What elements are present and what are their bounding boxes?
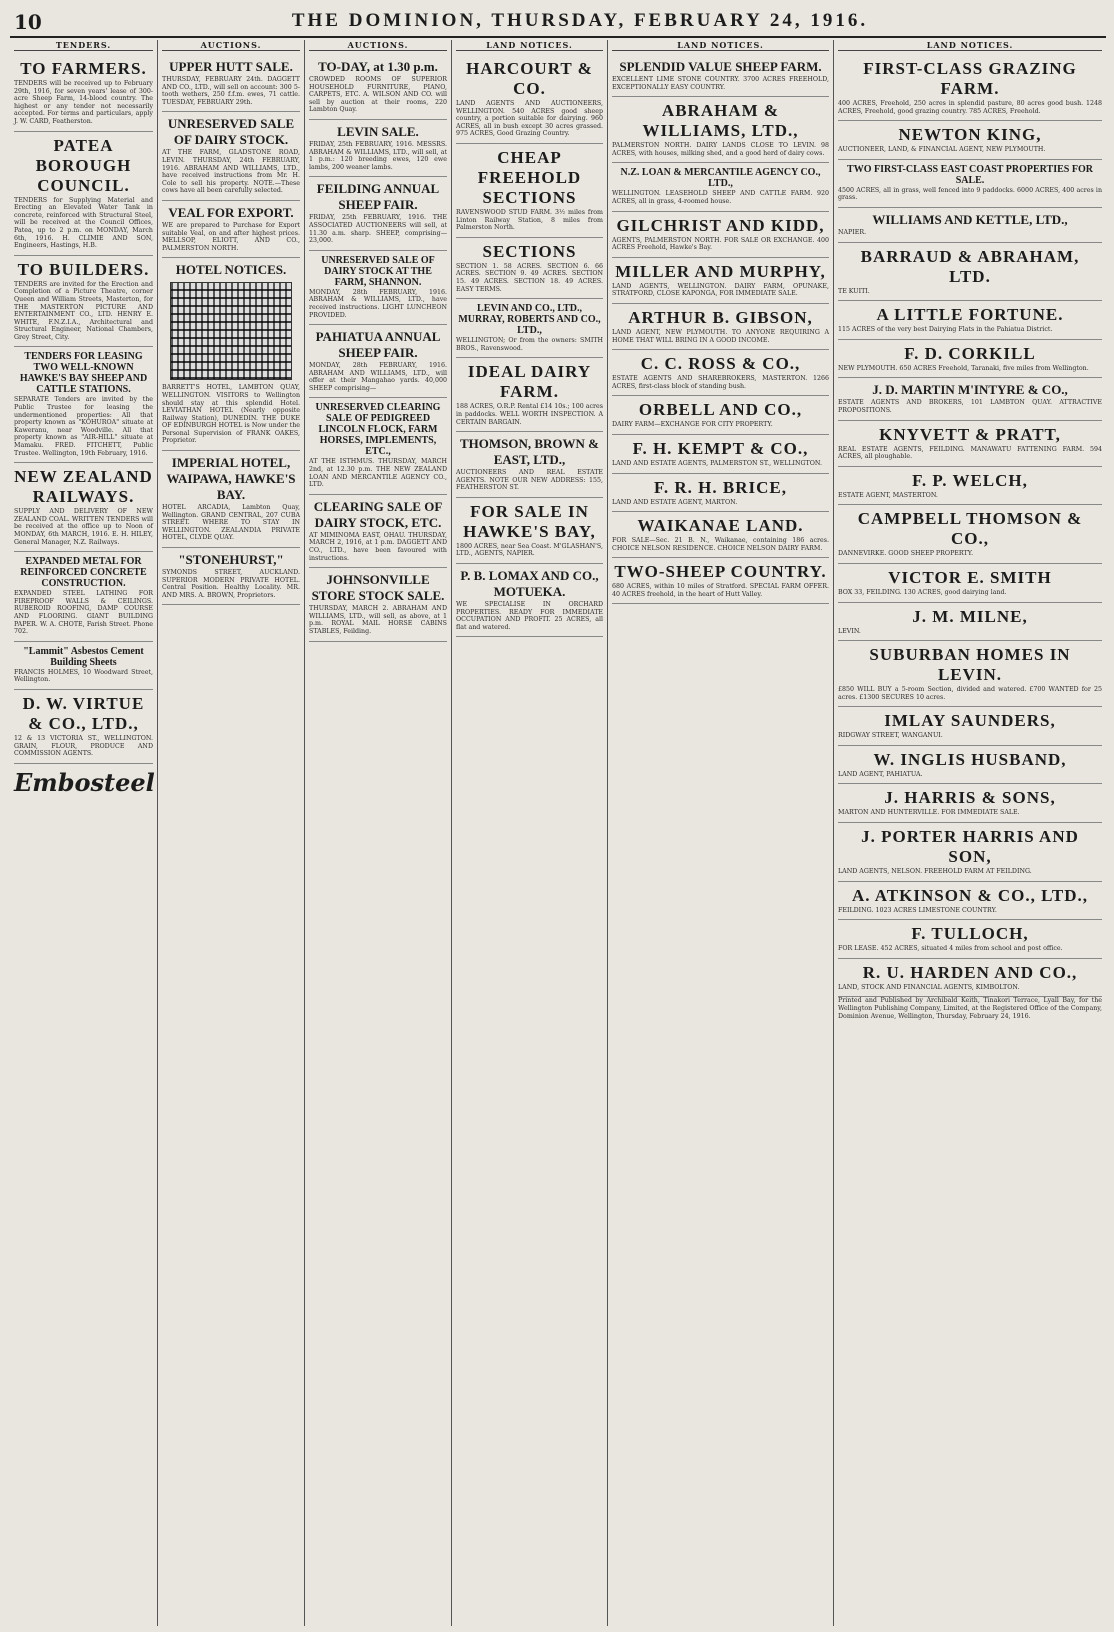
ad-title: J. PORTER HARRIS AND SON, <box>861 827 1079 867</box>
advertisement <box>14 463 153 552</box>
advertisement <box>838 301 1102 340</box>
ad-body: HOTEL ARCADIA, Lambton Quay, Wellington. GRAND CENTRAL, 207 CUBA STREET. WHERE TO STAY IN WELLINGTON. ZEALANDIA PRIVATE HOTEL, CLYDE QUAY. <box>162 504 300 542</box>
advertisement <box>14 347 153 463</box>
ad-title: VEAL FOR EXPORT. <box>168 204 294 220</box>
ad-body: WE are prepared to Purchase for Export suitable Veal, on and after highest prices. MELLSOP, ELIOTT, AND CO., PALMERSTON NORTH. <box>162 221 300 252</box>
advertisement <box>14 552 153 642</box>
advertisement <box>612 512 829 558</box>
ad-title: MILLER AND MURPHY, <box>615 261 826 281</box>
ad-body: AUCTIONEER, LAND, & FINANCIAL AGENT, NEW PLYMOUTH. <box>838 146 1046 154</box>
advertisement <box>838 746 1102 785</box>
ad-title: TENDERS FOR LEASING TWO WELL-KNOWN HAWKE'S BAY SHEEP AND CATTLE STATIONS. <box>19 351 148 396</box>
ad-body: ESTATE AGENT, MASTERTON. <box>838 491 938 499</box>
advertisement <box>838 603 1102 642</box>
advertisement <box>162 548 300 605</box>
advertisement <box>612 350 829 396</box>
ad-body: TENDERS are invited for the Erection and Completion of a Picture Theatre, corner Queen and William Streets, Masterton, for THE MASTERTON PICTURE AND ENTERTAINMENT CO., LTD. HENRY E. WHITE, F.N.Z.I.A., Architectural and Structural Engineer, National Chambers, Grey Street, City. <box>14 280 153 341</box>
advertisement <box>838 55 1102 121</box>
ad-body: 1800 ACRES, near Sea Coast. M'GLASHAN'S, LTD., AGENTS, NAPIER. <box>456 542 603 558</box>
advertisement <box>612 435 829 474</box>
ad-body: LAND AGENTS, NELSON. FREEHOLD FARM AT FEILDING. <box>838 868 1032 876</box>
ad-title: N.Z. LOAN & MERCANTILE AGENCY CO., LTD., <box>620 167 821 190</box>
ad-body: DANNEVIRKE. GOOD SHEEP PROPERTY. <box>838 550 974 558</box>
ad-title: UNRESERVED CLEARING SALE OF PEDIGREED LINCOLN FLOCK, FARM HORSES, IMPLEMENTS, ETC., <box>315 402 441 458</box>
ad-body: RAVENSWOOD STUD FARM. 3½ miles from Linton Railway Station, 8 miles from Palmerston North. <box>456 208 603 232</box>
ad-title: THOMSON, BROWN & EAST, LTD., <box>459 436 600 468</box>
ad-title: WAIKANAE LAND. <box>637 516 804 536</box>
ad-title: TO-DAY, at 1.30 p.m. <box>318 59 438 74</box>
ad-body: MARTON AND HUNTERVILLE. FOR IMMEDIATE SALE. <box>838 809 1020 817</box>
column-auctions-1 <box>158 40 305 1626</box>
ad-body: TE KUITI. <box>838 287 870 295</box>
ad-title: LEVIN AND CO., LTD., MURRAY, ROBERTS AND CO., LTD., <box>458 303 601 337</box>
ad-body: WE SPECIALISE IN ORCHARD PROPERTIES. READY FOR IMMEDIATE OCCUPATION AND PROFIT. 25 ACRES, all flat and watered. <box>456 601 603 631</box>
newspaper-title: THE DOMINION, THURSDAY, FEBRUARY 24, 1916. <box>291 10 869 31</box>
advertisement <box>14 642 153 690</box>
ad-body: BOX 33, FEILDING. 130 ACRES, good dairying land. <box>838 588 1007 596</box>
ad-body: LAND, STOCK AND FINANCIAL AGENTS, KIMBOLTON. <box>838 983 1020 991</box>
advertisement <box>838 160 1102 208</box>
column-land-notices-1 <box>452 40 608 1626</box>
ad-title: VICTOR E. SMITH <box>888 567 1052 587</box>
ad-body: 12 & 13 VICTORIA ST., WELLINGTON. GRAIN, FLOUR, PRODUCE AND COMMISSION AGENTS. <box>14 734 153 758</box>
ad-body: FOR LEASE. 452 ACRES, situated 4 miles from school and post office. <box>838 945 1063 953</box>
masthead <box>10 6 1106 38</box>
ad-title: "STONEHURST," <box>178 552 284 568</box>
advertisement <box>309 568 447 641</box>
advertisement <box>838 823 1102 882</box>
column-land-notices-2 <box>608 40 834 1626</box>
column-heading: AUCTIONS. <box>309 40 447 51</box>
ad-title: SECTIONS <box>482 241 577 261</box>
ad-body: EXCELLENT LIME STONE COUNTRY. 3700 ACRES FREEHOLD, EXCEPTIONALLY EASY COUNTRY. <box>612 76 829 91</box>
ad-body: 400 ACRES, Freehold, 250 acres in splendid pasture, 80 acres good bush. 1248 ACRES, Freehold, good grazing country. 785 ACRES, Freehold. <box>838 100 1102 115</box>
advertisement <box>162 451 300 548</box>
ad-body: AGENTS, PALMERSTON NORTH. FOR SALE OR EXCHANGE. 400 ACRES Freehold, Hawke's Bay. <box>612 236 829 252</box>
ad-title: HARCOURT & CO. <box>466 59 593 98</box>
ad-title: HOTEL NOTICES. <box>175 262 287 278</box>
ad-body: WELLINGTON. LEASEHOLD SHEEP AND CATTLE FARM. 920 ACRES, all in grass, 4-roomed house. <box>612 190 829 205</box>
ad-body: MONDAY, 28th FEBRUARY, 1916. ABRAHAM & WILLIAMS, LTD., have received instructions. LIGHT LUNCHEON PROVIDED. <box>309 288 447 319</box>
ad-body: TENDERS for Supplying Material and Erecting an Elevated Water Tank in concrete, reinforced with Structural Steel, will be received at the Council Offices, Patea, up to 2 p.m. on MONDAY, March 6th, 1916. H. CLIMIE AND SON, Engineers, Hastings, H.B. <box>14 196 153 250</box>
advertisement <box>456 432 603 498</box>
ad-title: TWO FIRST-CLASS EAST COAST PROPERTIES FOR SALE. <box>847 163 1093 186</box>
ad-title: A LITTLE FORTUNE. <box>876 305 1064 325</box>
advertisement <box>309 55 447 120</box>
column-tenders <box>10 40 158 1626</box>
advertisement <box>838 920 1102 959</box>
advertisement <box>612 304 829 350</box>
advertisement <box>162 201 300 258</box>
ad-title: WILLIAMS AND KETTLE, LTD., <box>872 211 1068 227</box>
ad-title: SUBURBAN HOMES IN LEVIN. <box>869 645 1071 685</box>
advertisement <box>309 325 447 398</box>
ad-title: TWO-SHEEP COUNTRY. <box>614 562 827 582</box>
column-heading: AUCTIONS. <box>162 40 300 51</box>
ad-body: BARRETT'S HOTEL, LAMBTON QUAY, WELLINGTON. VISITORS to Wellington should stay at this splendid Hotel. LEVIATHAN HOTEL (Nearly opposite Railway Station), DUNEDIN. THE DUKE OF EDINBURGH HOTEL is Now under the Personal Supervision of FRANK OAKES, Proprietor. <box>162 384 300 445</box>
ad-body: DAIRY FARM—EXCHANGE FOR CITY PROPERTY. <box>612 421 773 429</box>
advertisement <box>838 340 1102 379</box>
advertisement <box>162 258 300 451</box>
ad-title: ABRAHAM & WILLIAMS, LTD., <box>642 101 799 141</box>
ad-body: CROWDED ROOMS OF SUPERIOR HOUSEHOLD FURNITURE, PIANO, CARPETS, ETC. A. WILSON AND CO. will sell by auction at their rooms, 220 Lambton Quay. <box>309 76 447 114</box>
column-land-notices-3 <box>834 40 1106 1626</box>
ad-body: WELLINGTON; Or from the owners: SMITH BROS., Ravenswood. <box>456 337 603 352</box>
ad-body: LAND AGENT, PAHIATUA. <box>838 770 923 778</box>
ad-title: UNRESERVED SALE OF DAIRY STOCK. <box>167 116 295 148</box>
ad-body: 115 ACRES of the very best Dairying Flats in the Pahiatua District. <box>838 326 1053 334</box>
ad-title: F. D. CORKILL <box>904 343 1036 363</box>
imprint-footer: Printed and Published by Archibald Keith, Tinakori Terrace, Lyall Bay, for the Wellington Publishing Company, Limited, at the Registered Office of the Company, Dominion Avenue, Wellington, Thursday, February 24, 1916. <box>838 997 1102 1020</box>
ad-body: LAND AGENT, NEW PLYMOUTH. TO ANYONE REQUIRING A HOME THAT WILL BRING IN A GOOD INCOME. <box>612 328 829 344</box>
advertisement <box>838 421 1102 467</box>
ad-title: CLEARING SALE OF DAIRY STOCK, ETC. <box>313 498 443 530</box>
ad-title: SPLENDID VALUE SHEEP FARM. <box>619 59 822 74</box>
ad-body: AUCTIONEERS AND REAL ESTATE AGENTS. NOTE OUR NEW ADDRESS: 155, FEATHERSTON ST. <box>456 469 603 492</box>
ad-title: P. B. LOMAX AND CO., MOTUEKA. <box>460 568 599 600</box>
hotel-illustration <box>170 282 292 380</box>
ad-body: SYMONDS STREET, AUCKLAND. SUPERIOR MODERN PRIVATE HOTEL. Central Position. Healthy Locality. MR. AND MRS. A. BROWN, Proprietors. <box>162 569 300 599</box>
advertisement <box>612 258 829 304</box>
ad-body: £850 WILL BUY a 5-room Section, divided and watered. £700 WANTED for 25 acres. £1300 SECURES 10 acres. <box>838 686 1102 701</box>
advertisement <box>612 55 829 97</box>
ad-body: AT THE ISTHMUS. THURSDAY, MARCH 2nd, at 12.30 p.m. THE NEW ZEALAND LOAN AND MERCANTILE AGENCY CO., LTD. <box>309 458 447 489</box>
ad-title: FOR SALE IN HAWKE'S BAY, <box>463 501 596 541</box>
advertisement <box>309 495 447 568</box>
ad-title: PATEA BOROUGH COUNCIL. <box>35 135 132 195</box>
advertisement <box>456 144 603 238</box>
ad-body: THURSDAY, FEBRUARY 24th. DAGGETT AND CO., LTD., will sell on account: 300 5-tooth wethers, 250 f.f.m. ewes, 71 cattle. TUESDAY, FEBRUARY 29th. <box>162 76 300 106</box>
advertisement <box>309 120 447 177</box>
ad-title: LEVIN SALE. <box>337 123 419 139</box>
advertisement <box>838 505 1102 564</box>
ad-body: ESTATE AGENTS AND BROKERS, 101 LAMBTON QUAY. ATTRACTIVE PROPOSITIONS. <box>838 399 1102 414</box>
ad-body: 680 ACRES, within 10 miles of Stratford. SPECIAL FARM OFFER. 40 ACRES freehold, in the heart of Hutt Valley. <box>612 583 829 598</box>
ad-title: ARTHUR B. GIBSON, <box>628 307 813 327</box>
advertisement <box>456 564 603 637</box>
ad-title: R. U. HARDEN AND CO., <box>862 962 1078 982</box>
advertisement <box>612 396 829 435</box>
ad-title: ORBELL AND CO., <box>638 400 803 420</box>
advertisement <box>612 558 829 604</box>
advertisement <box>162 112 300 201</box>
advertisement <box>838 121 1102 160</box>
ad-body: 4500 ACRES, all in grass, well fenced into 9 paddocks. 6000 ACRES, 400 acres in grass. <box>838 186 1102 202</box>
advertisement <box>838 467 1102 506</box>
advertisement <box>838 641 1102 707</box>
ad-body: FRIDAY, 25th FEBRUARY, 1916. THE ASSOCIATED AUCTIONEERS will sell, at 11.30 a.m. sharp. SHEEP, comprising—23,000. <box>309 214 447 245</box>
ad-title: KNYVETT & PRATT, <box>879 424 1061 444</box>
column-heading: LAND NOTICES. <box>456 40 603 51</box>
embosteel-logo: Embosteel <box>14 767 155 797</box>
ad-title: TO FARMERS. <box>20 59 147 78</box>
advertisement <box>14 256 153 348</box>
advertisement <box>456 498 603 564</box>
ad-body: SECTION 1. 58 ACRES. SECTION 6. 66 ACRES. SECTION 9. 49 ACRES. SECTION 15. 49 ACRES. SECTION 18. 49 ACRES. EASY TERMS. <box>456 262 603 293</box>
ad-body: FRIDAY, 25th FEBRUARY, 1916. MESSRS. ABRAHAM & WILLIAMS, LTD., will sell, at 1 p.m.: 120 breeding ewes, 120 ewe lambs, 200 weaner lambs. <box>309 140 447 171</box>
ad-title: A. ATKINSON & CO., LTD., <box>851 885 1089 905</box>
ad-body: LEVIN. <box>838 627 861 635</box>
ad-body: LAND AGENTS, WELLINGTON. DAIRY FARM, OPUNAKE, STRATFORD, CLOSE KAPONGA, FOR IMMEDIATE SALE. <box>612 282 829 298</box>
advertisement <box>162 55 300 112</box>
ad-body: LAND AND ESTATE AGENT, MARTON. <box>612 498 738 506</box>
ad-body: NEW PLYMOUTH. 650 ACRES Freehold, Taranaki, five miles from Wellington. <box>838 364 1089 372</box>
ad-body: LAND AGENTS AND AUCTIONEERS, WELLINGTON. 540 ACRES good sheep country, a portion suitable for dairying. 960 ACRES, all in bush except 30 acres grassed. 975 ACRES, Good Grazing Country. <box>456 100 603 138</box>
ad-title: F. TULLOCH, <box>911 924 1029 944</box>
ad-body: ESTATE AGENTS AND SHAREBROKERS, MASTERTON. 1266 ACRES, first-class block of standing bush. <box>612 375 829 390</box>
ad-title: BARRAUD & ABRAHAM, LTD. <box>860 246 1080 286</box>
ad-body: LAND AND ESTATE AGENTS, PALMERSTON ST., WELLINGTON. <box>612 459 823 467</box>
ad-title: UNRESERVED SALE OF DAIRY STOCK AT THE FARM, SHANNON. <box>321 254 435 288</box>
advertisement <box>612 97 829 163</box>
ad-title: "Lammit" Asbestos Cement Building Sheets <box>23 645 144 668</box>
advertisement <box>838 208 1102 243</box>
column-heading: LAND NOTICES. <box>838 40 1102 51</box>
advertisement <box>612 474 829 513</box>
ad-title: C. C. ROSS & CO., <box>640 354 801 374</box>
advertisement <box>456 358 603 432</box>
ad-title: TO BUILDERS. <box>17 259 150 279</box>
ad-title: IDEAL DAIRY FARM. <box>467 362 592 402</box>
ad-title: IMLAY SAUNDERS, <box>884 711 1056 731</box>
advertisement <box>838 959 1102 998</box>
ad-title: F. H. KEMPT & CO., <box>632 438 809 458</box>
column-heading: LAND NOTICES. <box>612 40 829 51</box>
advertisement <box>456 238 603 299</box>
ad-title: W. INGLIS HUSBAND, <box>873 749 1067 769</box>
ad-title: J. HARRIS & SONS, <box>884 788 1056 808</box>
advertisement <box>838 707 1102 746</box>
advertisement <box>838 378 1102 420</box>
advertisement <box>838 882 1102 921</box>
ad-title: FEILDING ANNUAL SHEEP FAIR. <box>316 181 440 213</box>
ad-title: GILCHRIST AND KIDD, <box>616 215 825 235</box>
ad-body: THURSDAY, MARCH 2. ABRAHAM AND WILLIAMS, LTD., will sell, as above, at 1 p.m. ROYAL MAIL HORSE CABINS STABLES, Feilding. <box>309 605 447 635</box>
ad-body: FEILDING. 1023 ACRES LIMESTONE COUNTRY. <box>838 906 997 914</box>
ad-body: 188 ACRES, O.R.P. Rental £14 10s.; 100 acres in paddocks. WELL WORTH INSPECTION. A CERTAIN BARGAIN. <box>456 403 603 426</box>
ad-title: IMPERIAL HOTEL, WAIPAWA, HAWKE'S BAY. <box>166 455 296 503</box>
advertisement <box>456 55 603 144</box>
advertisement <box>838 564 1102 603</box>
ad-body: FOR SALE—Sec. 21 B. N., Waikanae, containing 186 acres. CHOICE NELSON RESIDENCE. CHOICE NELSON DAIRY FARM. <box>612 537 829 552</box>
ad-title: UPPER HUTT SALE. <box>169 59 293 74</box>
ad-title: CAMPBELL THOMSON & CO., <box>857 509 1083 549</box>
ad-body: MONDAY, 28th FEBRUARY, 1916. ABRAHAM AND WILLIAMS, LTD., will offer at their Mangahao yards. 40,000 SHEEP comprising— <box>309 362 447 392</box>
ad-title: J. D. MARTIN M'INTYRE & CO., <box>872 382 1068 398</box>
ad-body: AT MIMINOMA EAST, OHAU. THURSDAY, MARCH 2, 1916, at 1 p.m. DAGGETT AND CO., LTD., have been favoured with instructions. <box>309 531 447 562</box>
ad-title: EXPANDED METAL FOR REINFORCED CONCRETE CONSTRUCTION. <box>20 556 147 590</box>
advertisement <box>838 784 1102 823</box>
advertisement <box>309 177 447 250</box>
advertisement <box>838 243 1102 302</box>
ad-body: SUPPLY AND DELIVERY OF NEW ZEALAND COAL. WRITTEN TENDERS will be received at the office up to Noon of MONDAY, 6th MARCH, 1916. E. H. HILEY, General Manager, N.Z. Railways. <box>14 508 153 546</box>
advertisement <box>612 212 829 258</box>
advertisement <box>14 132 153 256</box>
ad-title: F. P. WELCH, <box>912 470 1028 490</box>
ad-title: FIRST-CLASS GRAZING FARM. <box>863 59 1077 98</box>
ad-title: F. R. H. BRICE, <box>654 477 787 497</box>
advertisement <box>14 690 153 764</box>
ad-body: FRANCIS HOLMES, 10 Woodward Street, Wellington. <box>14 668 153 684</box>
ad-title: PAHIATUA ANNUAL SHEEP FAIR. <box>315 329 441 361</box>
ad-body: NAPIER. <box>838 228 867 236</box>
ad-title: J. M. MILNE, <box>912 606 1028 626</box>
ad-body: RIDGWAY STREET, WANGANUI. <box>838 732 943 740</box>
advertisement <box>309 398 447 494</box>
ad-body: TENDERS will be received up to February 29th, 1916, for seven years' lease of 300-acre Sheep Farm, 14-blood country. The highest or any tender not necessarily accepted. For terms and particulars, apply J. W. CARD, Featherston. <box>14 80 153 125</box>
ad-body: PALMERSTON NORTH. DAIRY LANDS CLOSE TO LEVIN. 98 ACRES, with houses, milking shed, and a good herd of dairy cows. <box>612 142 829 157</box>
ad-title: NEW ZEALAND RAILWAYS. <box>14 467 153 507</box>
ad-body: REAL ESTATE AGENTS, FEILDING. MANAWATU FATTENING FARM. 594 ACRES, all ploughable. <box>838 445 1102 461</box>
ad-body: AT THE FARM, GLADSTONE ROAD, LEVIN. THURSDAY, 24th FEBRUARY, 1916. ABRAHAM AND WILLIAMS, LTD., have received instructions from Mr. H. Cole to sell his property. NOTE.—These cows have all been carefully selected. <box>162 149 300 195</box>
ad-title: JOHNSONVILLE STORE STOCK SALE. <box>311 572 445 604</box>
advertisement <box>612 163 829 211</box>
column-heading: TENDERS. <box>14 40 153 51</box>
columns <box>10 40 1106 1626</box>
ad-title: NEWTON KING, <box>898 125 1042 145</box>
ad-title: D. W. VIRTUE & CO., LTD., <box>22 693 145 733</box>
advertisement <box>309 251 447 325</box>
advertisement <box>14 55 153 132</box>
column-auctions-2 <box>305 40 452 1626</box>
ad-body: SEPARATE Tenders are invited by the Public Trustee for leasing the undermentioned properties: All that property known as "KOHUROA" situate at Kaweranu, near Woodville. All that property known as "AIR-HILL" situate at Mamaku. FRED. FITCHETT, Public Trustee. Wellington, 19th February, 1916. <box>14 396 153 457</box>
page-number: 10 <box>14 10 42 34</box>
ad-body: EXPANDED STEEL LATHING FOR FIREPROOF WALLS & CEILINGS. RUBEROID ROOFING, DAMP COURSE AND FLOORING. GIANT BUILDING PAPER. W. A. CHOTE, Farish Street. Phone 702. <box>14 590 153 636</box>
advertisement <box>456 299 603 358</box>
ad-title: CHEAP FREEHOLD SECTIONS <box>477 147 582 207</box>
